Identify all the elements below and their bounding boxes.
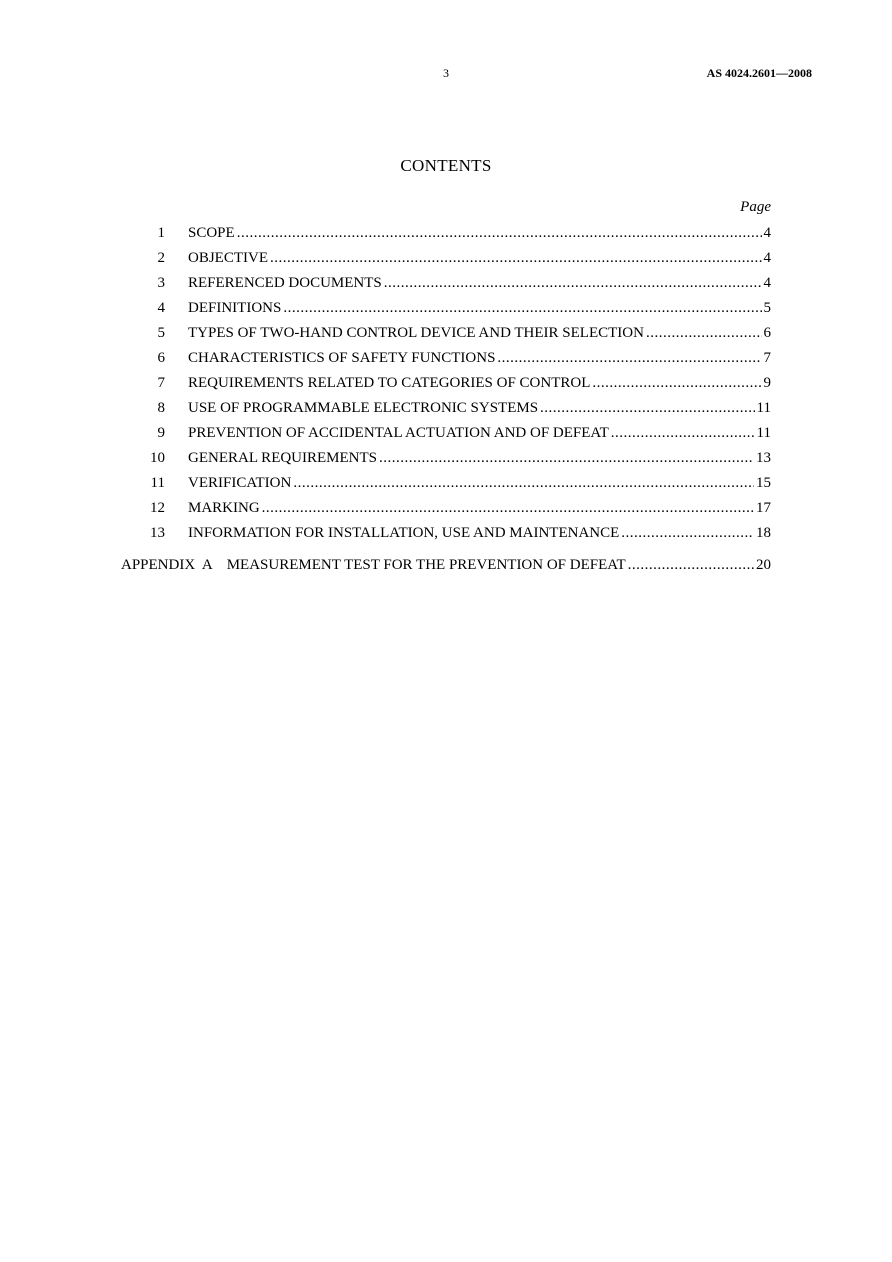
toc-leader-dots [237, 221, 762, 246]
toc-entry[interactable] [121, 396, 771, 421]
toc-leader-dots [379, 446, 754, 471]
toc-leader-dots [540, 396, 755, 421]
toc-appendix-entry[interactable] [121, 553, 771, 578]
toc-leader-dots [628, 553, 754, 578]
toc-entry[interactable] [121, 371, 771, 396]
toc-entry-page: 5 [763, 300, 771, 316]
page-column-label: Page [740, 199, 771, 215]
toc-entry-number: 9 [157, 425, 165, 441]
toc-entry-title: REQUIREMENTS RELATED TO CATEGORIES OF CONTROL [188, 375, 591, 391]
toc-leader-dots [497, 346, 761, 371]
toc-entry-number: 4 [157, 300, 165, 316]
toc-entry[interactable] [121, 321, 771, 346]
toc-entry-number: 8 [157, 400, 165, 416]
toc-entry-title: MARKING [188, 500, 260, 516]
toc-entry-title: GENERAL REQUIREMENTS [188, 450, 378, 466]
toc-entry[interactable] [121, 496, 771, 521]
toc-leader-dots [646, 321, 762, 346]
toc-entry-page: 9 [763, 375, 771, 391]
toc-entry-title: SCOPE [188, 225, 235, 241]
toc-entry[interactable] [121, 471, 771, 496]
toc-entry[interactable] [121, 271, 771, 296]
toc-entry-number: 10 [150, 450, 165, 466]
toc-entry-number: 2 [157, 250, 165, 266]
toc-entry-title: CHARACTERISTICS OF SAFETY FUNCTIONS [188, 350, 496, 366]
toc-leader-dots [262, 496, 754, 521]
document-id: AS 4024.2601—2008 [706, 66, 812, 80]
toc-entry-title: INFORMATION FOR INSTALLATION, USE AND MAINTENANCE [188, 525, 620, 541]
toc-entry-page: 6 [763, 325, 771, 341]
toc-entry-number: 5 [157, 325, 165, 341]
toc-entry-page: 18 [756, 525, 771, 541]
toc-entry-page: 13 [756, 450, 771, 466]
toc-entry[interactable] [121, 421, 771, 446]
toc-entry-title: DEFINITIONS [188, 300, 282, 316]
page-number: 3 [443, 66, 449, 80]
toc-entry-page: 4 [763, 275, 771, 291]
toc-entry-page: 11 [756, 425, 771, 441]
toc-entry-title: VERIFICATION [188, 475, 292, 491]
toc-entry-number: 3 [157, 275, 165, 291]
appendix-label: APPENDIX A [121, 557, 213, 573]
toc-entry-title: USE OF PROGRAMMABLE ELECTRONIC SYSTEMS [188, 400, 539, 416]
toc-entry-page: 11 [756, 400, 771, 416]
toc-entry-title: OBJECTIVE [188, 250, 268, 266]
toc-entry[interactable] [121, 346, 771, 371]
toc-entry-number: 12 [150, 500, 165, 516]
toc-entry-title: PREVENTION OF ACCIDENTAL ACTUATION AND OF DEFEAT [188, 425, 609, 441]
table-of-contents [121, 221, 771, 578]
appendix-page: 20 [756, 557, 771, 573]
toc-leader-dots [283, 296, 761, 321]
appendix-title: MEASUREMENT TEST FOR THE PREVENTION OF DEFEAT [226, 557, 626, 573]
toc-leader-dots [293, 471, 754, 496]
toc-entry-number: 6 [157, 350, 165, 366]
toc-entry[interactable] [121, 246, 771, 271]
toc-entry[interactable] [121, 521, 771, 546]
toc-leader-dots [592, 371, 761, 396]
toc-entry-page: 15 [756, 475, 771, 491]
toc-leader-dots [611, 421, 755, 446]
toc-entry-number: 13 [150, 525, 165, 541]
toc-entry[interactable] [121, 296, 771, 321]
toc-leader-dots [384, 271, 762, 296]
toc-leader-dots [270, 246, 762, 271]
toc-entry-number: 1 [157, 225, 165, 241]
toc-entry-page: 17 [756, 500, 771, 516]
toc-entry-title: REFERENCED DOCUMENTS [188, 275, 382, 291]
toc-entry[interactable] [121, 446, 771, 471]
toc-entry-title: TYPES OF TWO-HAND CONTROL DEVICE AND THEIR SELECTION [188, 325, 644, 341]
toc-entry-page: 7 [763, 350, 771, 366]
toc-entry-page: 4 [763, 225, 771, 241]
toc-entry-number: 11 [150, 475, 165, 491]
toc-entry-page: 4 [763, 250, 771, 266]
toc-entry-number: 7 [157, 375, 165, 391]
toc-leader-dots [621, 521, 754, 546]
toc-entry[interactable] [121, 221, 771, 246]
contents-title: CONTENTS [400, 156, 492, 175]
